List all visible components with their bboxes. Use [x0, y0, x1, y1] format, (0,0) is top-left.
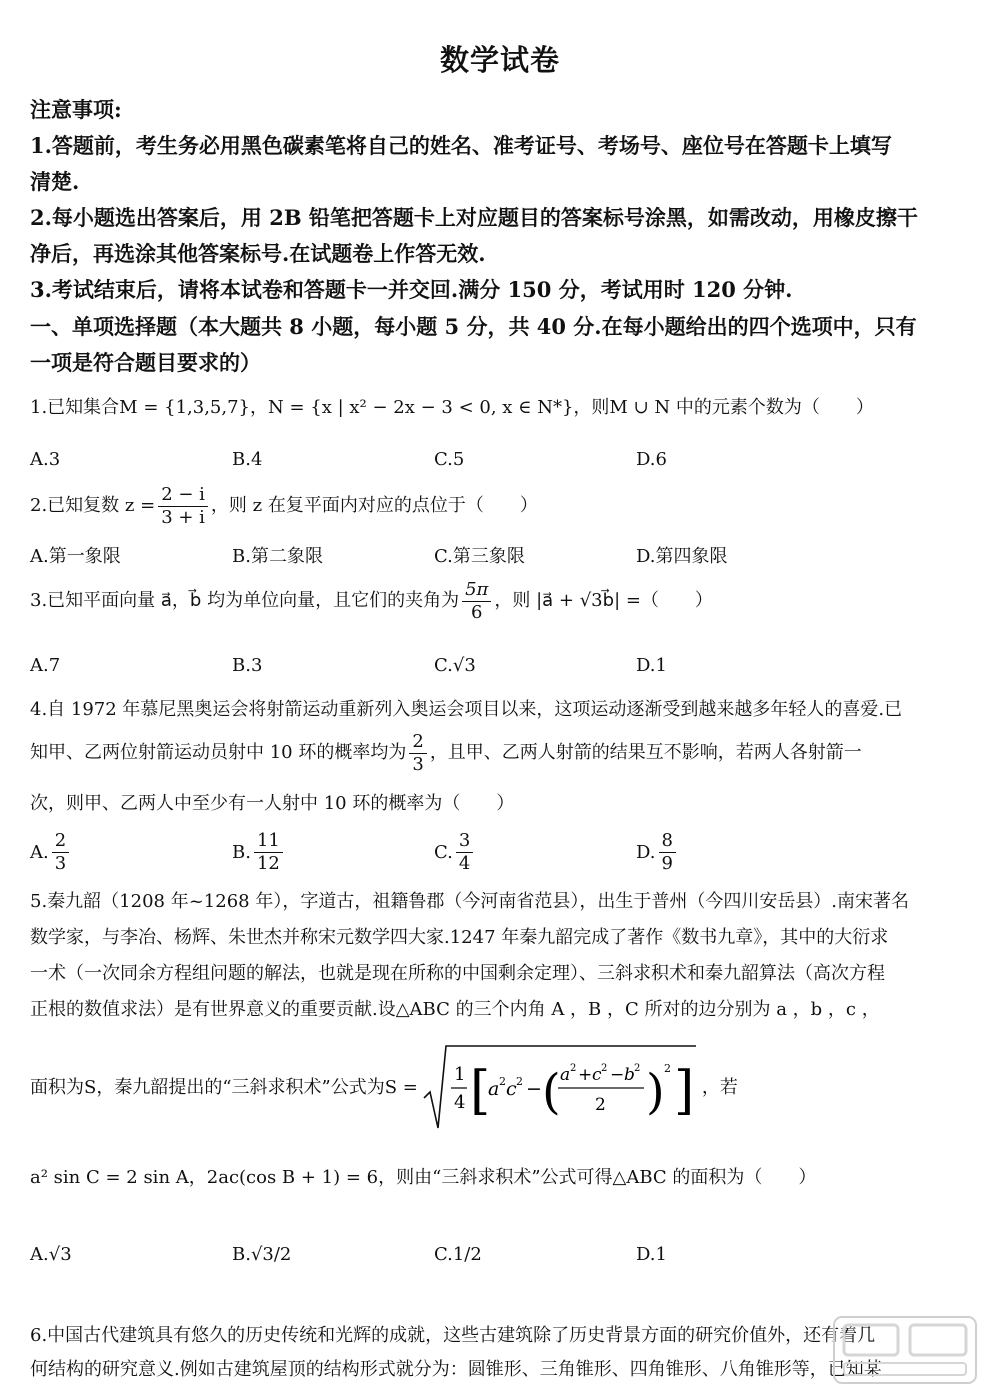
page-title: 数学试卷: [439, 43, 560, 77]
watermark-logo-graphic: [830, 1313, 980, 1387]
q5-line-5-post: ，若: [701, 1077, 738, 1098]
q4-option-b[interactable]: [232, 826, 286, 878]
q1-option-a[interactable]: A.3: [30, 448, 61, 470]
q4-option-a-denominator: 3: [54, 852, 67, 874]
q5-line-6: a² sin C = 2 sin A，2ac(cos B + 1) = 6，则由“三斜求积术”公式可得△ABC 的面积为（ ）: [30, 1167, 817, 1188]
svg-text:2: 2: [498, 1075, 506, 1088]
q6-line-1: 6.中国古代建筑具有悠久的历史传统和光辉的成就，这些古建筑除了历史背景方面的研究价值外，还有着几: [30, 1325, 876, 1346]
q4-option-a-label: A.: [30, 841, 49, 863]
q4-option-c-label: C.: [434, 841, 453, 863]
q3-option-c[interactable]: C.√3: [434, 654, 476, 676]
q2-stem-post: ，则 z 在复平面内对应的点位于（ ）: [210, 495, 538, 516]
q4-option-d-label: D.: [636, 841, 656, 863]
svg-text:2: 2: [569, 1063, 577, 1074]
q4-fraction: [409, 732, 426, 775]
q4-fraction-numerator: 2: [409, 732, 426, 754]
q1-option-d[interactable]: D.6: [636, 448, 667, 470]
q3-stem-pre: 3.已知平面向量 a⃗，b⃗ 均为单位向量，且它们的夹角为: [30, 590, 460, 611]
q4-option-a-numerator: 2: [52, 831, 69, 853]
section-1-heading-line-2: 一项是符合题目要求的）: [30, 350, 261, 375]
svg-text:−: −: [525, 1078, 542, 1100]
q3-option-d[interactable]: D.1: [636, 654, 667, 676]
q3-fraction-numerator: 5π: [462, 580, 491, 602]
q3-option-a[interactable]: A.7: [30, 654, 61, 676]
q2-stem-pre: 2.已知复数 z =: [30, 495, 156, 516]
q2-option-a[interactable]: A.第一象限: [30, 546, 121, 567]
q4-line-2: [30, 730, 978, 776]
q4-option-d[interactable]: [636, 826, 679, 878]
svg-text:): ): [645, 1064, 665, 1120]
svg-text:2: 2: [600, 1063, 608, 1074]
svg-text:b: b: [623, 1065, 635, 1085]
q4-option-b-fraction: [254, 831, 283, 874]
q4-option-b-numerator: 11: [254, 831, 283, 853]
q4-option-a-fraction: [52, 831, 69, 874]
q5-line-5: [30, 1040, 978, 1136]
notice-item-3: 3.考试结束后，请将本试卷和答题卡一并交回.满分 150 分，考试用时 120 分钟.: [30, 277, 793, 302]
svg-text:c: c: [591, 1065, 602, 1085]
q5-line-3: 一术（一次同余方程组问题的解法，也就是现在所称的中国剩余定理）、三斜求积术和秦九韶算法（高次方程: [30, 963, 885, 984]
watermark-logo: [830, 1313, 980, 1387]
q4-line-1: 4.自 1972 年慕尼黑奥运会将射箭运动重新列入奥运会项目以来，这项运动逐渐受到越来越多年轻人的喜爱.已: [30, 699, 903, 720]
q1-stem: 1.已知集合M = {1,3,5,7}，N = {x | x² − 2x − 3 < 0, x ∈ N*}，则M ∪ N 中的元素个数为（ ）: [30, 397, 874, 418]
q4-line-2-post: ，且甲、乙两人射箭的结果互不影响，若两人各射箭一: [429, 742, 862, 763]
svg-text:2: 2: [594, 1095, 606, 1115]
q5-line-2: 数学家，与李冶、杨辉、朱世杰并称宋元数学四大家.1247 年秦九韶完成了著作《数书九章》，其中的大衍求: [30, 927, 889, 948]
svg-text:]: ]: [673, 1061, 695, 1121]
notice-item-2-line-1: 2.每小题选出答案后，用 2B 铅笔把答题卡上对应题目的答案标号涂黑，如需改动，用橡皮擦干: [30, 205, 918, 230]
q5-option-d[interactable]: D.1: [636, 1243, 667, 1265]
q1-option-b[interactable]: B.4: [232, 448, 263, 470]
q4-option-d-numerator: 8: [659, 831, 676, 853]
q3-options: [30, 650, 970, 702]
q3-option-b[interactable]: B.3: [232, 654, 263, 676]
q5-formula: [422, 1042, 702, 1134]
q2-fraction-numerator: 2 − i: [158, 485, 208, 507]
svg-text:c: c: [505, 1078, 517, 1100]
notice-item-1-line-2: 清楚.: [30, 169, 80, 194]
svg-text:+: +: [577, 1065, 593, 1085]
svg-text:1: 1: [453, 1064, 466, 1085]
q5-option-b[interactable]: B.√3/2: [232, 1243, 292, 1265]
q4-option-b-denominator: 12: [256, 852, 280, 874]
q4-option-c-numerator: 3: [456, 831, 473, 853]
q4-option-c[interactable]: [434, 826, 476, 878]
q5-options: [30, 1228, 970, 1280]
svg-text:[: [: [469, 1061, 491, 1121]
svg-text:a: a: [559, 1065, 571, 1085]
q4-options: [30, 826, 970, 878]
svg-text:(: (: [541, 1064, 561, 1120]
q4-option-a[interactable]: [30, 826, 72, 878]
q3-stem-post: ，则 |a⃗ + √3b⃗| =（ ）: [494, 590, 713, 611]
svg-text:2: 2: [663, 1062, 671, 1075]
q4-option-c-denominator: 4: [458, 852, 471, 874]
q2-option-b[interactable]: B.第二象限: [232, 546, 323, 567]
q2-stem: [30, 484, 978, 528]
q4-option-d-denominator: 9: [661, 852, 673, 874]
q2-option-c[interactable]: C.第三象限: [434, 546, 525, 567]
q1-option-c[interactable]: C.5: [434, 448, 465, 470]
q4-line-3: 次，则甲、乙两人中至少有一人射中 10 环的概率为（ ）: [30, 793, 515, 814]
svg-text:−: −: [609, 1065, 625, 1085]
section-1-heading-line-1: 一、单项选择题（本大题共 8 小题，每小题 5 分，共 40 分.在每小题给出的四个选项中，只有: [30, 314, 917, 339]
svg-text:a: a: [487, 1078, 500, 1100]
q3-stem: [30, 578, 978, 624]
q4-option-c-fraction: [456, 831, 473, 874]
q5-line-5-pre: 面积为S，秦九韶提出的“三斜求积术”公式为S =: [30, 1077, 418, 1098]
q2-option-d[interactable]: D.第四象限: [636, 546, 728, 567]
q5-option-c[interactable]: C.1/2: [434, 1243, 482, 1265]
q3-fraction-denominator: 6: [471, 601, 483, 623]
svg-text:4: 4: [453, 1092, 466, 1113]
q4-option-d-fraction: [659, 831, 676, 874]
notice-item-1-line-1: 1.答题前，考生务必用黑色碳素笔将自己的姓名、准考证号、考场号、座位号在答题卡上填写: [30, 133, 892, 158]
q2-fraction: [158, 485, 208, 528]
q3-fraction: [462, 580, 491, 623]
q4-line-2-pre: 知甲、乙两位射箭运动员射中 10 环的概率均为: [30, 742, 407, 763]
q5-option-a[interactable]: A.√3: [30, 1243, 72, 1265]
notice-heading: 注意事项:: [30, 97, 122, 122]
q5-line-4: 正根的数值求法）是有世界意义的重要贡献.设△ABC 的三个内角 A ，B ，C 所对的边分别为 a ，b ，c ，: [30, 999, 880, 1020]
q6-line-2: 何结构的研究意义.例如古建筑屋顶的结构形式就分为：圆锥形、三角锥形、四角锥形、八角锥形等，已知某: [30, 1359, 882, 1380]
svg-text:2: 2: [515, 1075, 523, 1088]
q2-fraction-denominator: 3 + i: [161, 506, 205, 528]
notice-item-2-line-2: 净后，再选涂其他答案标号.在试题卷上作答无效.: [30, 241, 486, 266]
svg-text:2: 2: [633, 1063, 641, 1074]
q4-option-b-label: B.: [232, 841, 251, 863]
q5-line-1: 5.秦九韶（1208 年~1268 年），字道古，祖籍鲁郡（今河南省范县），出生于普州（今四川安岳县）.南宋著名: [30, 891, 910, 912]
q4-fraction-denominator: 3: [412, 753, 424, 775]
